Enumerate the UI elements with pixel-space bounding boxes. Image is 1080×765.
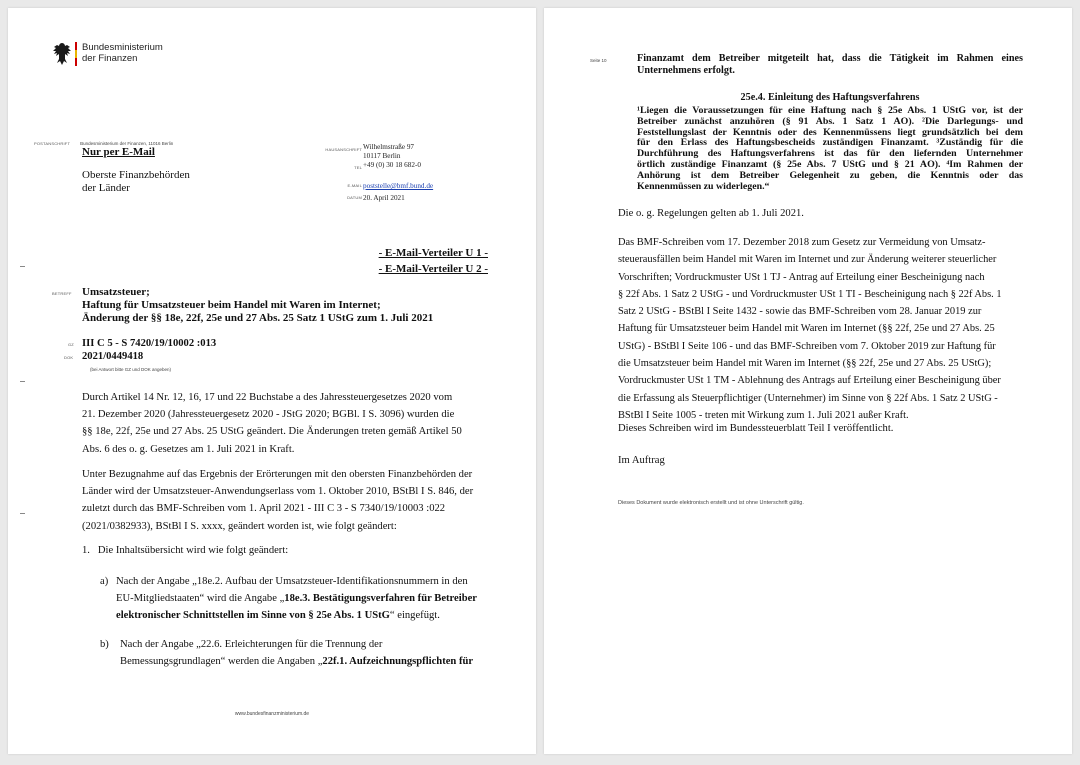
section-heading: 25e.4. Einleitung des Haftungsverfahrens	[740, 92, 920, 103]
federal-eagle-icon	[52, 42, 72, 66]
paragraph-line: (2021/0382933), BStBl I S. xxxx, geändert worden ist, wie folgt geändert:	[82, 520, 397, 532]
sender-phone: +49 (0) 30 18 682-0	[363, 161, 421, 169]
list-item-b	[120, 636, 530, 670]
paragraph-line: Satz 2 UStG - BStBl I Seite 1432 - sowie das BMF-Schreiben vom 28. Januar 2019 zur	[618, 306, 982, 318]
distribution-item: - E-Mail-Verteiler U 1 -	[378, 247, 488, 259]
paragraph-line: die Umsatzsteuer beim Handel mit Waren im Internet (§§ 22f, 25e und 27 Abs. 25 UStG);	[618, 358, 992, 370]
text-span-bold: elektronischer Schnittstellen im Sinne von § 25e Abs. 1 UStG	[116, 610, 390, 622]
text-span: “ eingefügt.	[389, 610, 440, 622]
paragraph-line: Feststellungslast der Kenntnis oder des Kennenmüssens liegt grundsätzlich bei dem	[637, 126, 1023, 138]
letter-date: 20. April 2021	[363, 194, 405, 202]
paragraph-line: § 22f Abs. 1 Satz 2 UStG - und Vordruckmuster USt 1 TI - Bescheinigung nach § 22f Abs. 1	[618, 288, 1002, 300]
sender-street: Wilhelmstraße 97	[363, 143, 415, 151]
paragraph-line: BStBl I Seite 1005 - treten mit Wirkung zum 1. Juli 2021 außer Kraft.	[618, 409, 909, 421]
paragraph-line: Das BMF-Schreiben vom 17. Dezember 2018 zum Gesetz zur Vermeidung von Umsatz-	[618, 237, 986, 248]
paragraph-line: Durchführung des Haftungsverfahrens ist das für den liefernden Unternehmer	[637, 148, 1023, 160]
paragraph-line: Vordruckmuster USt 1 TM - Ablehnung des Antrags auf Erteilung einer Bescheinigung über	[618, 375, 1001, 387]
paragraph-line: Haftung für Umsatzsteuer beim Handel mit Waren im Internet (§§ 22f, 25e und 27 Abs. 25	[618, 323, 995, 335]
paragraph-line: Kennenmüssen zu widerlegen.“	[637, 180, 770, 192]
paragraph-line: Abs. 6 des o. g. Gesetzes am 1. Juli 2021 in Kraft.	[82, 443, 295, 455]
list-marker-b: b)	[100, 639, 109, 650]
paragraph-line: UStG) - BStBl I Seite 106 - und das BMF-Schreiben vom 7. Oktober 2019 zur Haftung für	[618, 340, 996, 352]
text-span: Bemessungsgrundlagen“ werden die Angaben „	[120, 656, 323, 668]
document-page-2	[544, 8, 1072, 754]
paragraph-line: steuerausfällen beim Handel mit Waren im Internet und zur Änderung weiterer steuerlicher	[618, 254, 997, 266]
subject-block	[82, 286, 532, 325]
list-marker-a: a)	[100, 576, 109, 587]
postal-label: POSTANSCHRIFT	[34, 141, 71, 146]
paragraph-line: örtlich zuständige Finanzamt (§ 25e Abs. 7 UStG und § 21 AO). ⁴Im Rahmen der	[637, 158, 1023, 170]
fold-mark	[20, 513, 25, 514]
document-number: 2021/0449418	[82, 351, 144, 362]
publication-note: Dieses Schreiben wird im Bundessteuerblatt Teil I veröffentlicht.	[618, 423, 894, 434]
paragraph-line: ¹Liegen die Voraussetzungen für eine Haftung nach § 25e Abs. 1 UStG vor, ist der	[637, 105, 1023, 116]
sender-labels	[304, 145, 362, 203]
sender-email-link[interactable]: poststelle@bmf.bund.de	[363, 182, 434, 190]
repeal-paragraph	[618, 234, 1038, 424]
paragraph-line: §§ 18e, 22f, 25e und 27 Abs. 25 UStG geändert. Die Änderungen treten gemäß Artikel 50	[82, 426, 462, 438]
recipient-line: Oberste Finanzbehörden	[82, 169, 190, 181]
paragraph-line: Länder wird der Umsatzsteuer-Anwendungserlass vom 1. Oktober 2010, BStBl I S. 846, der	[82, 486, 474, 498]
paragraph-line: die Erfassung als Steuerpflichtiger (Unternehmer) im Sinne von § 22f Abs. 1 Satz 2 UStG -	[618, 392, 998, 404]
closing-phrase: Im Auftrag	[618, 455, 665, 466]
fold-mark	[20, 266, 25, 267]
text-span: EU-Mitgliedstaaten“ wird die Angabe „	[116, 593, 285, 605]
sender-values	[363, 143, 533, 203]
date-label: DATUM	[347, 195, 362, 200]
paragraph-line: Betreiber zunächst anzuhören (§ 91 Abs. 1 Satz 1 AO). ²Die Darlegungs- und	[637, 115, 1023, 127]
paragraph-line: Anhörung ist dem Betreiber Gelegenheit zu geben, die Kenntnis oder das	[637, 169, 1023, 181]
section-body	[637, 106, 1023, 192]
subject-line: Änderung der §§ 18e, 22f, 25e und 27 Abs. 25 Satz 1 UStG zum 1. Juli 2021	[82, 312, 434, 324]
page-number: Seite 10	[590, 58, 607, 63]
distribution-item: - E-Mail-Verteiler U 2 -	[378, 263, 488, 275]
reference-note: (bei Antwort bitte GZ und DOK angeben)	[90, 367, 172, 372]
paragraph-line: Durch Artikel 14 Nr. 12, 16, 17 und 22 Buchstabe a des Jahressteuergesetzes 2020 vom	[82, 392, 453, 403]
recipient-block	[82, 146, 190, 195]
subject-line: Haftung für Umsatzsteuer beim Handel mit Waren im Internet;	[82, 299, 381, 311]
recipient-line: der Länder	[82, 182, 130, 194]
paragraph-line: Nach der Angabe „18e.2. Aufbau der Umsatzsteuer-Identifikationsnummern in den	[116, 576, 468, 587]
gz-label: GZ	[68, 342, 74, 347]
paragraph-line: zuletzt durch das BMF-Schreiben vom 1. April 2021 - III C 3 - S 7340/19/10003 :022	[82, 503, 446, 515]
paragraph-line: für den Erlass des Haftungsbescheids zuständigen Finanzamt. ³Zuständig für die	[637, 137, 1023, 149]
list-item-1: 1. Die Inhaltsübersicht wird wie folgt geändert:	[82, 545, 289, 556]
text-span-bold: 18e.3. Bestätigungsverfahren für Betreiber	[284, 593, 478, 605]
reference-number: III C 5 - S 7420/19/10002 :013	[82, 338, 217, 349]
paragraph-line: Unter Bezugnahme auf das Ergebnis der Erörterungen mit den obersten Finanzbehörden der	[82, 469, 473, 480]
postal-text: Bundesministerium der Finanzen, 11016 Berlin	[80, 141, 174, 146]
email-label: E-MAIL	[347, 183, 362, 188]
electronic-signature-note: Dieses Dokument wurde elektronisch erstellt und ist ohne Unterschrift gültig.	[618, 500, 804, 506]
paragraph-reference	[82, 466, 522, 535]
recipient-email-note: Nur per E-Mail	[82, 146, 155, 158]
paragraph-line: 21. Dezember 2020 (Jahressteuergesetz 2020 - JStG 2020; BGBl. I S. 3096) wurden die	[82, 409, 455, 421]
document-page-1	[8, 8, 536, 754]
continued-text	[637, 53, 1023, 76]
paragraph-line: Finanzamt dem Betreiber mitgeteilt hat, dass die Tätigkeit im Rahmen eines	[637, 53, 1023, 64]
distribution-list	[308, 245, 488, 277]
list-item-a	[116, 573, 526, 625]
effective-date-note: Die o. g. Regelungen gelten ab 1. Juli 2021.	[618, 208, 804, 219]
flag-stripe-gold	[75, 50, 77, 58]
logo-line-2: der Finanzen	[82, 53, 138, 64]
logo-line-1: Bundesministerium	[82, 42, 163, 53]
text-span-bold: 22f.1. Aufzeichnungspflichten für	[322, 656, 474, 668]
tel-label: TEL	[354, 165, 362, 170]
footer-url: www.bundesfinanzministerium.de	[234, 711, 310, 717]
ministry-logo-text	[82, 42, 163, 64]
paragraph-line: Unternehmens erfolgt.	[637, 64, 735, 76]
address-label: HAUSANSCHRIFT	[325, 147, 362, 152]
paragraph-line: Nach der Angabe „22.6. Erleichterungen für die Trennung der	[120, 639, 383, 650]
paragraph-line: Vorschriften; Vordruckmuster USt 1 TJ - Antrag auf Erteilung einer Bescheinigung nach	[618, 271, 985, 283]
fold-mark	[20, 381, 25, 382]
dok-label: DOK	[64, 355, 74, 360]
paragraph-intro	[82, 389, 522, 458]
sender-city: 10117 Berlin	[363, 152, 401, 160]
subject-line: Umsatzsteuer;	[82, 286, 150, 298]
subject-label: BETREFF	[52, 291, 72, 296]
